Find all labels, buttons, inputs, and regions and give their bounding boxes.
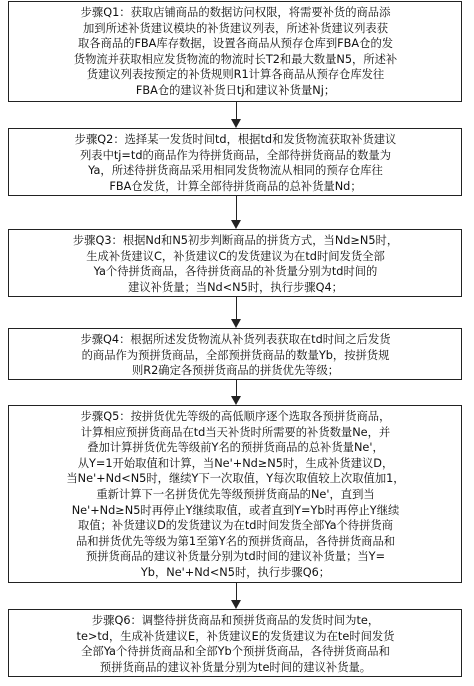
arrow-q3-q4 [227, 297, 247, 328]
step-q2-box: 步骤Q2：选择某一发货时间td，根据td和发货物流获取补货建议 列表中tj=td的商品作为待拼货商品，全部待拼货商品的数量为 Ya，所述待拼货商品采用相同发货物流从相同的预存仓库往 FBA仓发货，计算全部待拼货商品的总补货量Nd； [8, 128, 462, 196]
arrow-q2-q3 [227, 196, 247, 229]
arrow-q4-q5 [227, 380, 247, 405]
step-q4-box: 步骤Q4：根据所述发货物流从补货列表获取在td时间之后发货 的商品作为预拼货商品，全部预拼货商品的数量Yb，按拼货规 则R2确定各预拼货商品的拼货优先等级； [8, 328, 462, 380]
step-q6-box: 步骤Q6：调整待拼货商品和预拼货商品的发货时间为te， te>td，生成补货建议E，补货建议E的发货建议为在te时间发货 全部Ya个待拼货商品和全部Yb个预拼货商品，各待拼货商品和 预拼货商品的建议补货量分别为te时间的建议补货量。 [8, 609, 462, 677]
arrow-q1-q2 [227, 102, 247, 128]
arrow-q5-q6 [227, 583, 247, 609]
step-q3-box: 步骤Q3：根据Nd和N5初步判断商品的拼货方式，当Nd≥N5时， 生成补货建议C，补货建议C的发货建议为在td时间发货全部 Ya个待拼货商品，各待拼货商品的补货量分别为td时间的 建议补货量；当Nd<N5时，执行步骤Q4； [8, 229, 462, 297]
step-q1-box: 步骤Q1：获取店铺商品的数据访问权限，将需要补货的商品添 加到所述补货建议模块的补货建议列表，所述补货建议列表获 取各商品的FBA库存数据，设置各商品从预存仓库到FBA仓的发 货物流并获取相应发货物流的物流时长T2和最大数量N5，所述补 货建议列表按预定的补货规则R1计算各商品从预存仓库发往 FBA仓的建议补货日tj和建议补货量Nj； [8, 1, 462, 102]
step-q5-box: 步骤Q5：按拼货优先等级的高低顺序逐个选取各预拼货商品， 计算相应预拼货商品在td当天补货时所需要的补货数量Ne，并 叠加计算拼货优先等级前Y名的预拼货商品的总补货量Ne'， 从Y=1开始取值和计算，当Ne'+Nd≥N5时，生成补货建议D， 当Ne'+Nd<N5时，继续Y下一次取值，Y每次取值较上次取值加1， 重新计算下一名拼货优先等级预拼货商品的Ne'，直到当 Ne'+Nd≥N5时再停止Y继续取值，或者直到Y=Yb时再停止Y继续 取值；补货建议D的发货建议为在td时间发货全部Ya个待拼货商 品和拼货优先等级为第1至第Y名的预拼货商品，各待拼货商品和 预拼货商品的建议补货量分别为td时间的建议补货量；当Y= Yb，Ne'+Nd<N5时，执行步骤Q6； [8, 405, 462, 583]
